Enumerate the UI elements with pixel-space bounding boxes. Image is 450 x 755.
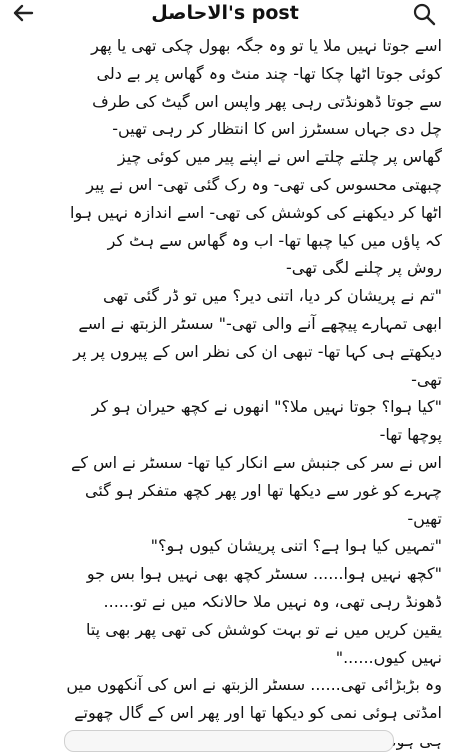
comment-input[interactable] [64, 730, 394, 752]
search-icon[interactable] [412, 2, 436, 26]
post-line: گھاس پر چلتے چلتے اس نے اپنے پیر میں کوئی چیز [117, 147, 442, 167]
arrow-left-icon[interactable] [12, 3, 34, 23]
post-line: چہرے کو غور سے دیکھا تھا اور پھر کچھ متفکر ہو گئی [85, 480, 442, 500]
post-line: "کیا ہوا؟ جوتا نہیں ملا؟" انھوں نے کچھ حیران ہو کر [91, 397, 442, 417]
post-line: تھی- [411, 369, 442, 389]
post-line: ڈھونڈ رہی تھی، وہ نہیں ملا حالانکہ میں نے تو...... [103, 591, 442, 611]
top-bar [0, 0, 450, 28]
post-line: ابھی تمہارے پیچھے آنے والی تھی-" سسٹر الزبتھ نے اسے [78, 313, 442, 333]
post-line: دیکھتے ہی کہا تھا- تبھی ان کی نظر اس کے پیروں پر پر [73, 341, 442, 361]
post-line: نہیں کیوں......" [335, 647, 442, 667]
post-line: سے جوتا ڈھونڈتی رہی پھر واپس اس گیٹ کی طرف [92, 91, 442, 111]
post-line: "تمہیں کیا ہوا ہے؟ اتنی پریشان کیوں ہو؟" [150, 536, 442, 556]
post-line: اسے جوتا نہیں ملا یا تو وہ جگہ بھول چکی تھی یا پھر [91, 36, 442, 55]
post-line: چل دی جہاں سسٹرز اس کا انتظار کر رہی تھیں- [112, 119, 442, 139]
post-line: چبھتی محسوس کی تھی- وہ رک گئی تھی- اس نے پیر [86, 174, 442, 194]
post-line: تھیں- [407, 508, 442, 528]
post-body [10, 32, 442, 755]
post-line: پوچھا تھا- [379, 425, 442, 445]
post-line: کہ پاؤں میں کیا چبھا تھا- اب وہ گھاس سے ہٹ کر [107, 230, 442, 250]
page-title: الاحاصل's post [151, 2, 299, 24]
post-line: کوئی جوتا اٹھا چکا تھا- چند منٹ وہ گھاس پر بے دلی [96, 63, 442, 83]
post-line: روش پر چلنے لگی تھی- [286, 258, 442, 278]
comment-bar [0, 722, 450, 743]
post-line: "تم نے پریشان کر دیا، اتنی دیر؟ میں تو ڈر گئی تھی [103, 286, 442, 306]
post-line: وہ بڑبڑائی تھی...... سسٹر الزبتھ نے اس کی آنکھوں میں [66, 675, 442, 695]
post-line: یقین کریں میں نے تو بہت کوشش کی تھی پھر بھی پتا [85, 619, 442, 639]
post-line: "کچھ نہیں ہوا...... سسٹر کچھ بھی نہیں ہوا بس جو [86, 564, 442, 584]
post-line: اس نے سر کی جنبش سے انکار کیا تھا- سسٹر نے اس کے [70, 452, 442, 472]
post-line: امڈتی ہوئی نمی کو دیکھا تھا اور پھر اس کے گال چھوتے [74, 703, 442, 723]
post-line: اٹھا کر دیکھنے کی کوشش کی تھی- اسے اندازہ نہیں ہوا [70, 202, 442, 222]
